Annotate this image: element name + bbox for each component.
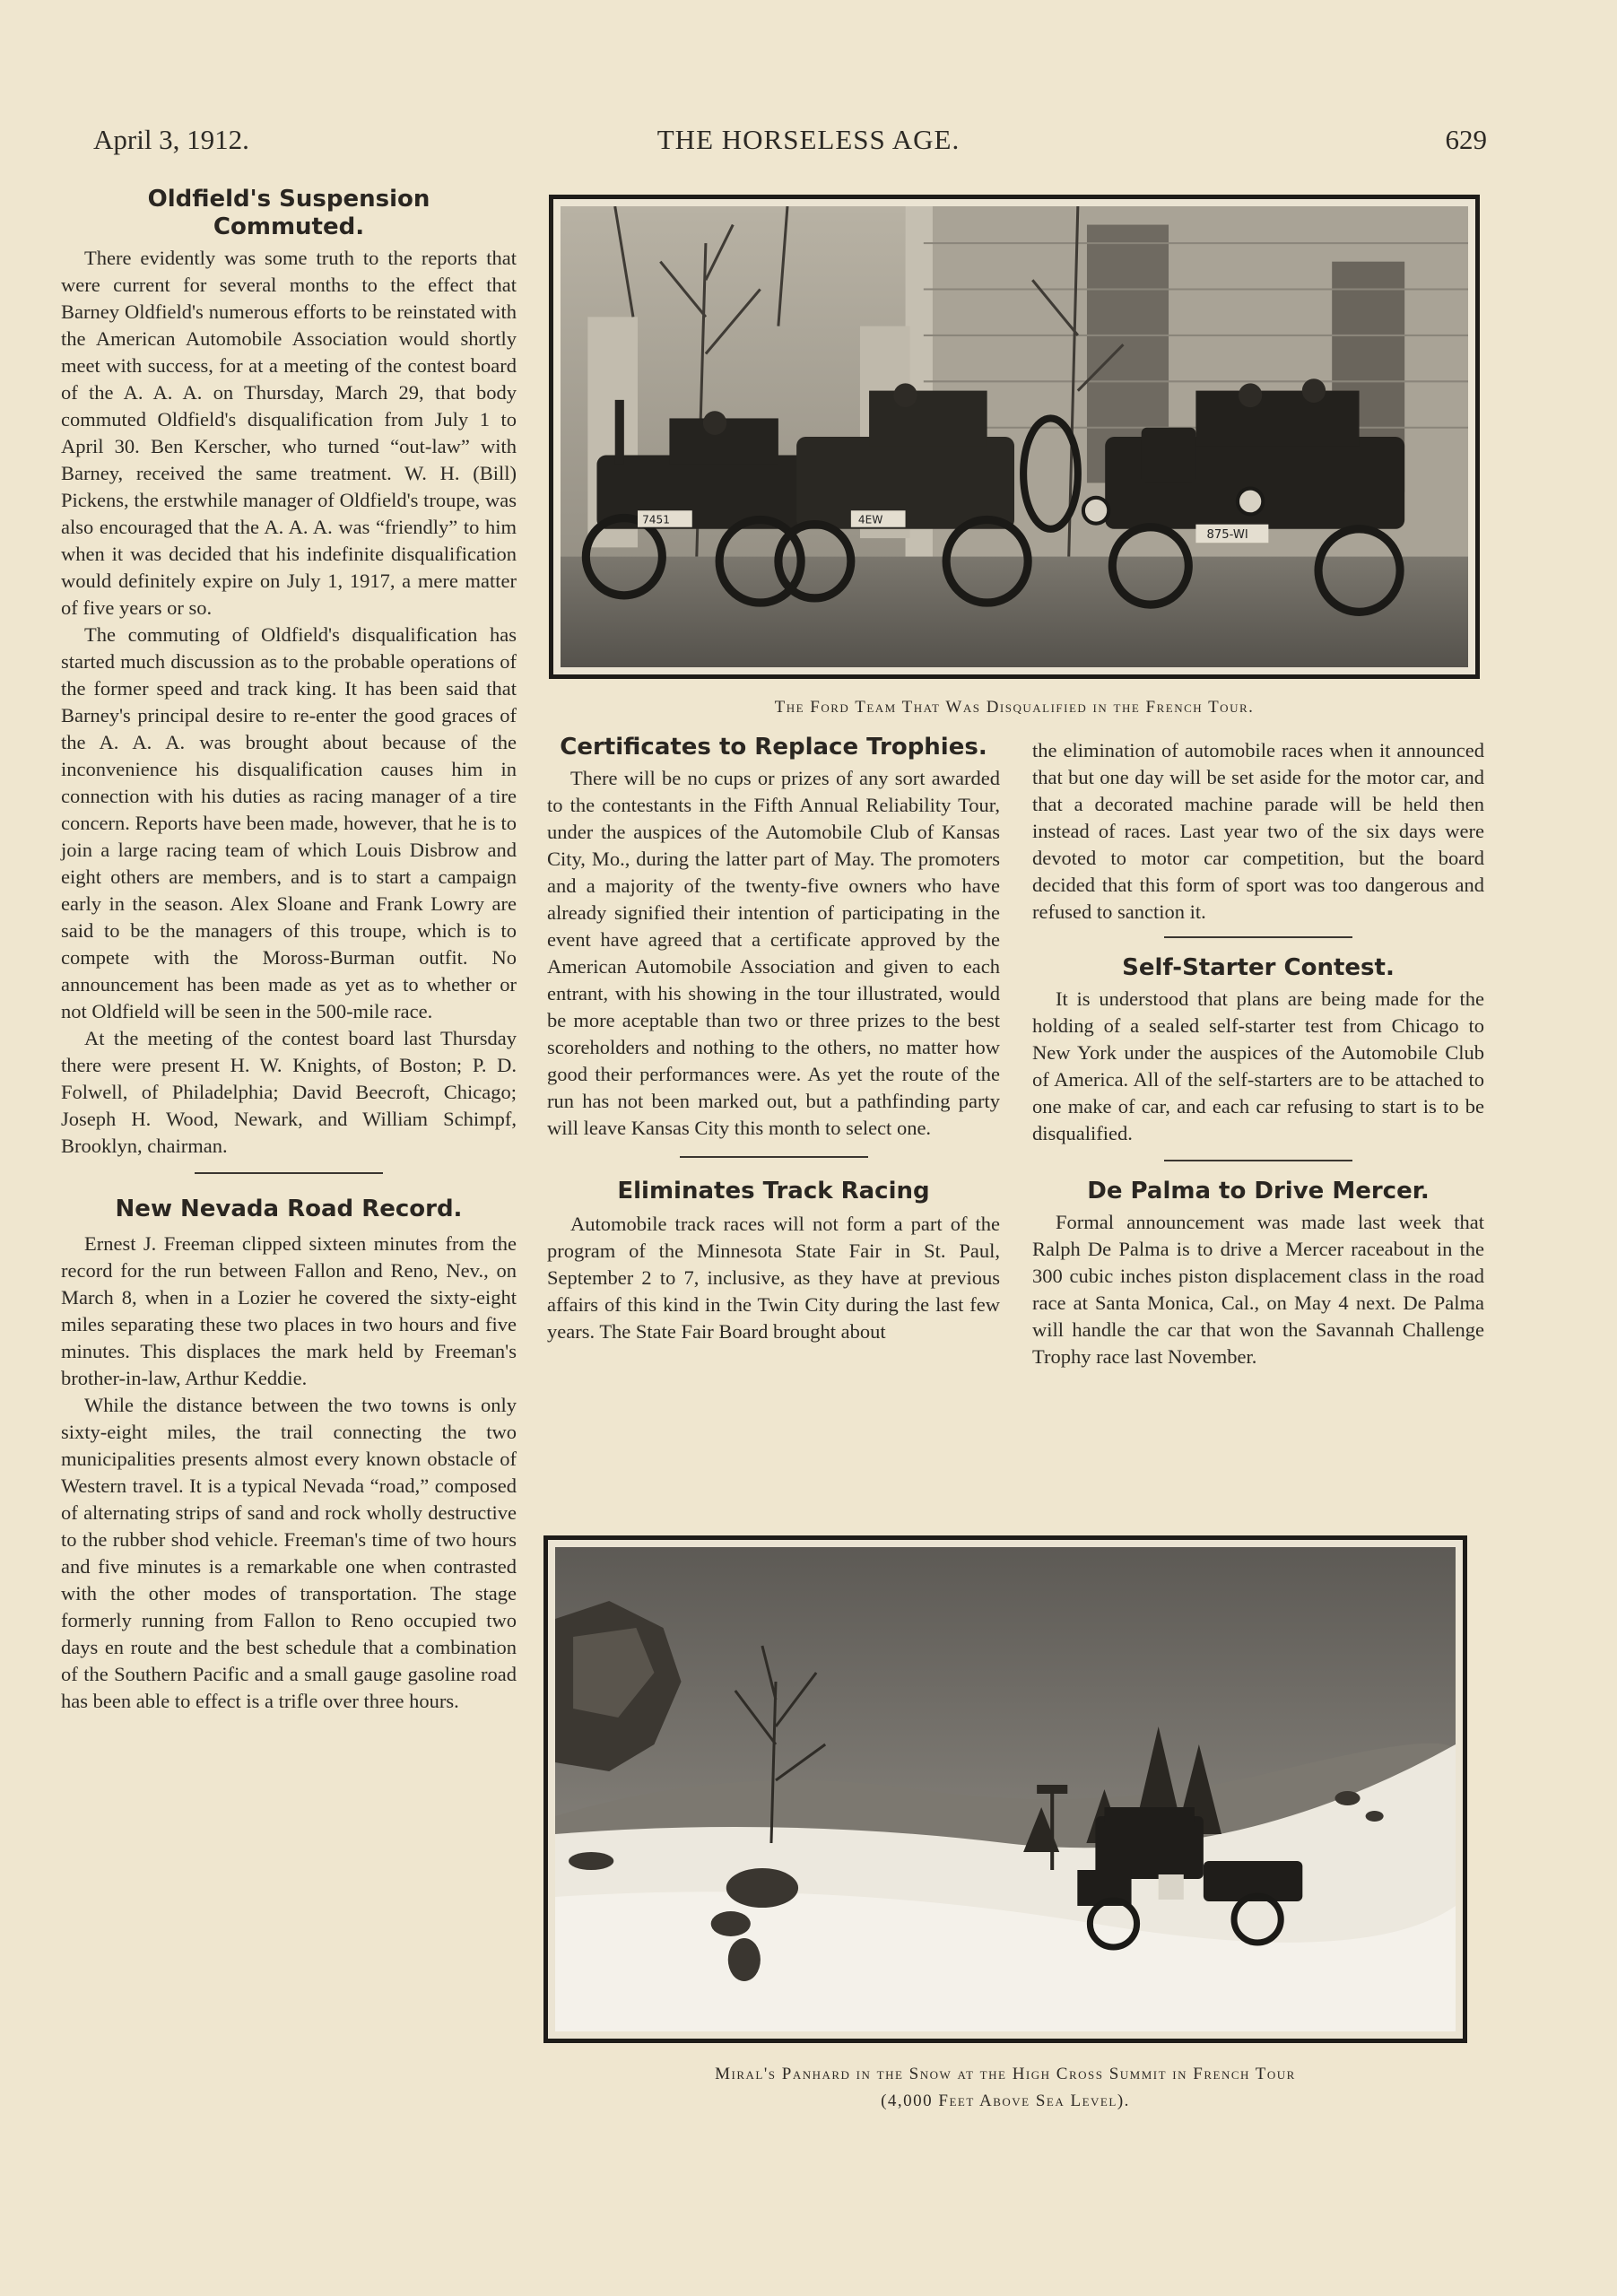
article-paragraph: Formal announcement was made last week that Ralph De Palma is to drive a Mercer raceabout in the 300 cubic inches piston displacement class in the road race at Santa Monica, Cal., on May 4 next. De Palma will handle the car that won the Savannah Challenge Trophy race last November.: [1032, 1211, 1484, 1368]
page-number: 629: [1445, 124, 1487, 155]
article-title-depalma: De Palma to Drive Mercer.: [1087, 1178, 1430, 1205]
article-paragraph: Automobile track races will not form a part of the program of the Minnesota State Fair in St. Paul, September 2 to 7, inclusive, as they have at previous affairs of this kind in the Twin City during the last few years. The State Fair Board brought about: [547, 1213, 1000, 1343]
article-paragraph: At the meeting of the contest board last Thursday there were present H. W. Knights, of Boston; P. D. Folwell, of Philadelphia; David Beecroft, Chicago; Joseph H. Wood, Newark, and William Schimpf, Brooklyn, chairman.: [61, 1027, 517, 1157]
photo-miral-panhard: [543, 1535, 1467, 2043]
caption-line: Miral's Panhard in the Snow at the High Cross Summit in French Tour: [715, 2065, 1296, 2083]
photo-ford-team: [549, 195, 1480, 679]
article-title-selfstarter: Self-Starter Contest.: [1122, 954, 1395, 981]
section-divider: [680, 1156, 868, 1158]
plate-text: 875-WI: [1206, 527, 1248, 543]
section-divider: [1164, 1160, 1352, 1161]
article-paragraph: It is understood that plans are being made for the holding of a sealed self-starter test from Chicago to New York under the auspices of the Automobile Club of America. All of the self-starters are to be attached to one make of car, and each car refusing to start is to be disqualified.: [1032, 987, 1484, 1144]
article-title-track: Eliminates Track Racing: [617, 1178, 930, 1205]
issue-date: April 3, 1912.: [93, 124, 249, 155]
plate-text: 7451: [642, 513, 670, 526]
article-paragraph-continued: the elimination of automobile races when it announced that but one day will be set aside for the motor car, and that a decorated machine parade will be held then instead of races. Last year two of the six days were devoted to motor car competition, but the board decided that this form of sport was too dangerous and refused to sanction it.: [1032, 739, 1484, 923]
section-divider: [1164, 936, 1352, 938]
caption-line: (4,000 Feet Above Sea Level).: [881, 2092, 1130, 2110]
ford-team-image: [561, 206, 1468, 667]
publication-title: THE HORSELESS AGE.: [656, 124, 961, 155]
article-title-certificates: Certificates to Replace Trophies.: [560, 734, 987, 761]
page-header: [0, 124, 1617, 169]
caption-miral-panhard: [543, 2061, 1467, 2115]
plate-text: 4EW: [857, 513, 883, 526]
article-paragraph: There will be no cups or prizes of any sort awarded to the contestants in the Fifth Annual Reliability Tour, under the auspices of the Automobile Club of Kansas City, Mo., during the latter part of May. The promoters and a majority of the twenty-five owners who have already signified their intention of participating in the event have agreed that a certificate approved by the American Automobile Association and given to each entrant, with his showing in the tour illustrated, would be more aceptable than two or three prizes to the best scoreholders and nothing to the others, no matter how good their performances were. As yet the route of the run has not been marked out, but a pathfinding party will leave Kansas City this month to select one.: [547, 767, 1000, 1139]
right-column: [1032, 737, 1484, 1370]
article-paragraph: The commuting of Oldfield's disqualification has started much discussion as to the probable operations of the former speed and track king. It has been said that Barney's principal desire to re-enter the good graces of the A. A. A. was brought about because of the inconvenience his disqualification causes him in connection with his duties as racing manager of a tire concern. Reports have been made, however, that he is to join a large racing team of which Louis Disbrow and eight others are members, and is to start a campaign early in the season. Alex Sloane and Frank Lowry are said to be the managers of this troupe, which is to compete with the Moross-Burman outfit. No announcement has been made as yet as to whether or not Oldfield will be seen in the 500-mile race.: [61, 623, 517, 1022]
article-title-oldfield: Oldfield's Suspension Commuted.: [147, 186, 430, 240]
section-divider: [195, 1172, 383, 1174]
miral-panhard-image: [555, 1547, 1456, 2031]
article-paragraph: Ernest J. Freeman clipped sixteen minutes from the record for the run between Fallon and Reno, Nev., on March 8, when in a Lozier he covered the sixty-eight miles separating these two places in two hours and five minutes. This displaces the mark held by Freeman's brother-in-law, Arthur Keddie.: [61, 1232, 517, 1389]
left-column: [61, 186, 517, 1715]
caption-ford-team: The Ford Team That Was Disqualified in the French Tour.: [774, 698, 1255, 717]
article-paragraph: There evidently was some truth to the reports that were current for several months to the effect that Barney Oldfield's numerous efforts to be reinstated with the American Automobile Association would shortly meet with success, for at a meeting of the contest board of the A. A. A. on Thursday, March 29, that body commuted Oldfield's disqualification from July 1 to April 30. Ben Kerscher, who turned “out-law” with Barney, received the same treatment. W. H. (Bill) Pickens, the erstwhile manager of Oldfield's troupe, was also encouraged that the A. A. A. was “friendly” to him when it was decided that his indefinite disqualification would definitely expire on July 1, 1917, a mere matter of five years or so.: [61, 247, 517, 619]
middle-column: [547, 734, 1000, 1345]
article-paragraph: While the distance between the two towns is only sixty-eight miles, the trail connecting the two municipalities presents almost every known obstacle of Western travel. It is a typical Nevada “road,” composed of alternating strips of sand and rock wholly destructive to the rubber shod vehicle. Freeman's time of two hours and five minutes is a remarkable one when contrasted with the other modes of transportation. The stage formerly running from Fallon to Reno occupied two days en route and the best schedule that a combination of the Southern Pacific and a small gauge gasoline road has been able to effect is a trifle over three hours.: [61, 1394, 517, 1712]
article-title-nevada: New Nevada Road Record.: [115, 1196, 463, 1222]
